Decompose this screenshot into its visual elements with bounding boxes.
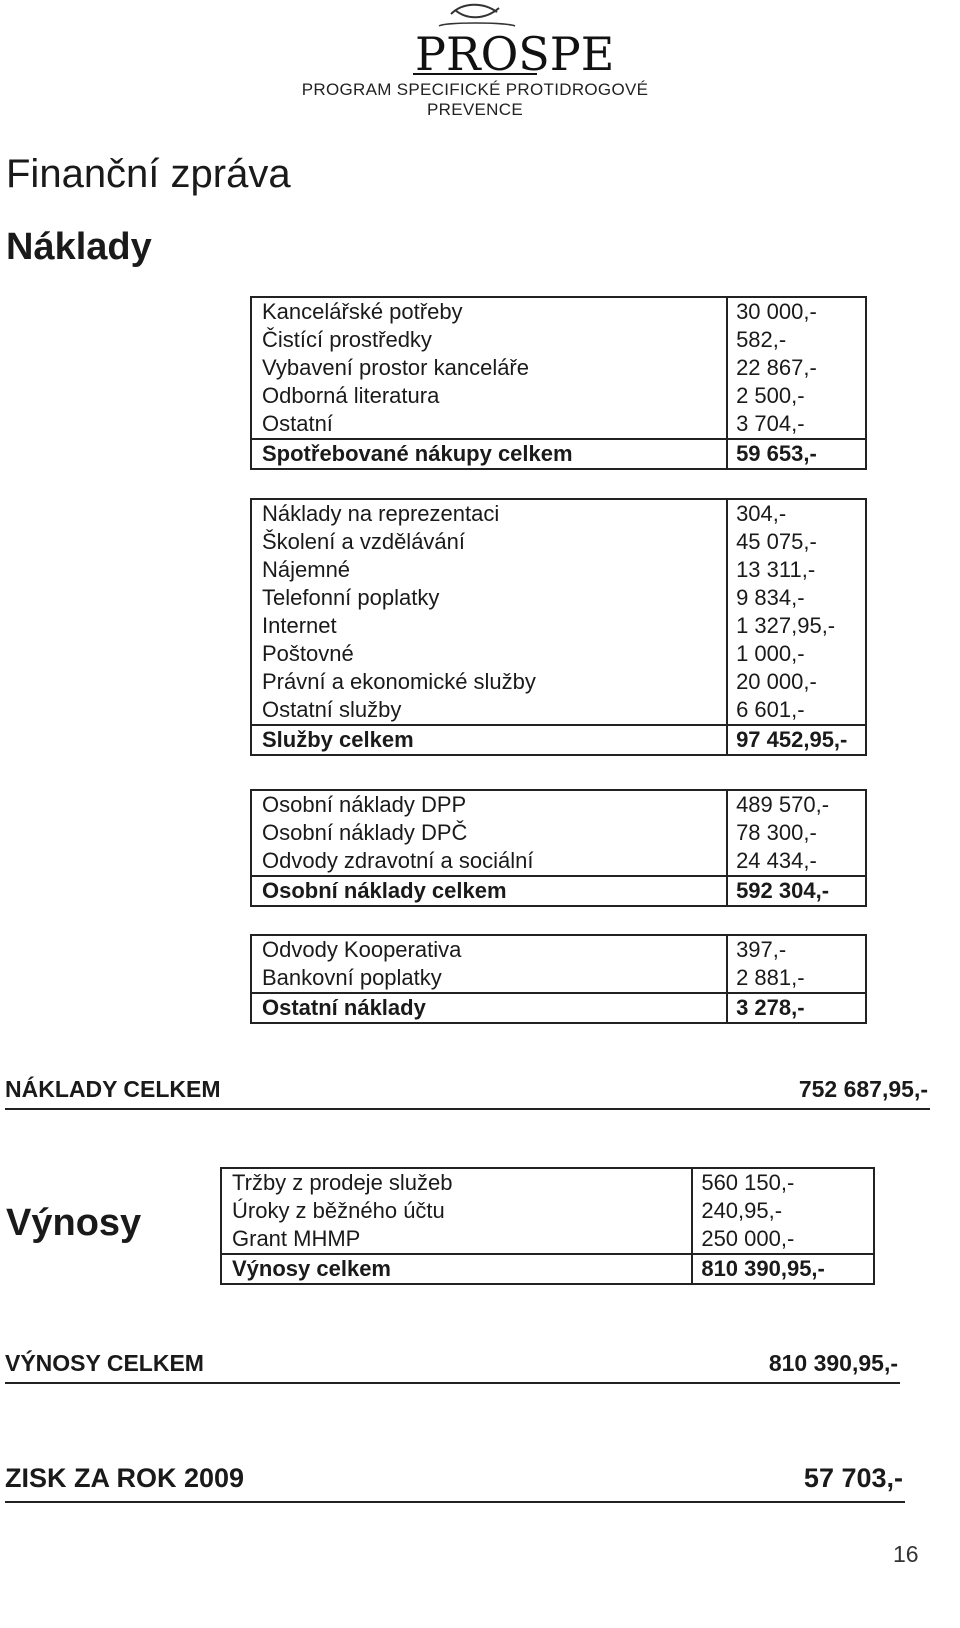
row-value: 45 075,- — [727, 528, 866, 556]
table-row — [251, 556, 866, 584]
table-row — [251, 354, 866, 382]
logo-text: PROSPE — [415, 27, 615, 81]
row-label: Úroky z běžného účtu — [232, 1198, 445, 1223]
table-row — [251, 668, 866, 696]
total-label: Ostatní náklady — [251, 993, 727, 1023]
total-label: Spotřebované nákupy celkem — [251, 439, 727, 469]
total-label: Osobní náklady celkem — [251, 876, 727, 906]
row-label: Odvody Kooperativa — [262, 937, 462, 962]
row-label: Čistící prostředky — [262, 327, 432, 352]
table-row — [251, 410, 866, 439]
total-value: 3 278,- — [727, 993, 866, 1023]
grand-total-label: VÝNOSY CELKEM — [5, 1350, 204, 1376]
row-value: 22 867,- — [727, 354, 866, 382]
row-value: 397,- — [727, 935, 866, 964]
table-row — [251, 640, 866, 668]
row-label: Kancelářské potřeby — [262, 299, 463, 324]
total-value: 810 390,95,- — [692, 1254, 874, 1284]
row-value: 304,- — [727, 499, 866, 528]
total-label: Výnosy celkem — [221, 1254, 692, 1284]
row-value: 2 881,- — [727, 964, 866, 993]
row-label: Bankovní poplatky — [262, 965, 442, 990]
row-label: Nájemné — [262, 557, 351, 582]
row-value: 250 000,- — [692, 1225, 874, 1254]
grand-total-value: 810 390,95,- — [768, 1350, 898, 1376]
row-value: 78 300,- — [727, 819, 866, 847]
costs-table-personnel — [250, 789, 867, 907]
row-label: Tržby z prodeje služeb — [232, 1170, 453, 1195]
row-label: Odvody zdravotní a sociální — [262, 848, 534, 873]
row-value: 582,- — [727, 326, 866, 354]
row-value: 9 834,- — [727, 584, 866, 612]
row-label: Ostatní — [262, 411, 333, 436]
table-total-row — [251, 876, 866, 906]
table-total-row — [251, 439, 866, 469]
row-label: Školení a vzdělávání — [262, 529, 466, 554]
row-label: Ostatní služby — [262, 697, 402, 722]
grand-total-value: 752 687,95,- — [798, 1076, 928, 1102]
row-value: 1 000,- — [727, 640, 866, 668]
row-value: 560 150,- — [692, 1168, 874, 1197]
table-row — [251, 790, 866, 819]
table-row — [251, 382, 866, 410]
row-label: Náklady na reprezentaci — [262, 501, 500, 526]
revenues-table — [220, 1167, 875, 1285]
row-value: 20 000,- — [727, 668, 866, 696]
table-row — [251, 696, 866, 725]
row-label: Internet — [262, 613, 337, 638]
total-value: 59 653,- — [727, 439, 866, 469]
row-value: 489 570,- — [727, 790, 866, 819]
row-value: 240,95,- — [692, 1197, 874, 1225]
table-row — [221, 1225, 874, 1254]
table-row — [221, 1197, 874, 1225]
costs-table-services — [250, 498, 867, 756]
table-row — [251, 326, 866, 354]
table-row — [251, 935, 866, 964]
table-row — [251, 964, 866, 993]
costs-table-other — [250, 934, 867, 1024]
total-value: 592 304,- — [727, 876, 866, 906]
table-row — [251, 528, 866, 556]
logo-subtitle: PROGRAM SPECIFICKÉ PROTIDROGOVÉ PREVENCE — [301, 80, 649, 119]
row-label: Poštovné — [262, 641, 354, 666]
row-label: Grant MHMP — [232, 1226, 361, 1251]
revenues-grand-total — [5, 1350, 900, 1384]
table-row — [251, 499, 866, 528]
profit-value: 57 703,- — [803, 1463, 903, 1493]
row-label: Vybavení prostor kanceláře — [262, 355, 529, 380]
row-value: 13 311,- — [727, 556, 866, 584]
row-label: Osobní náklady DPP — [262, 792, 467, 817]
table-row — [251, 847, 866, 876]
row-label: Osobní náklady DPČ — [262, 820, 468, 845]
row-value: 2 500,- — [727, 382, 866, 410]
row-label: Telefonní poplatky — [262, 585, 440, 610]
costs-heading: Náklady — [6, 226, 152, 268]
row-value: 1 327,95,- — [727, 612, 866, 640]
profit-label: ZISK ZA ROK 2009 — [5, 1463, 245, 1493]
table-row — [251, 297, 866, 326]
table-total-row — [251, 993, 866, 1023]
total-value: 97 452,95,- — [727, 725, 866, 755]
grand-total-label: NÁKLADY CELKEM — [5, 1076, 221, 1102]
costs-grand-total — [5, 1076, 930, 1110]
costs-table-purchases — [250, 296, 867, 470]
table-row — [251, 612, 866, 640]
prospe-logo-icon — [405, 0, 615, 81]
row-value: 3 704,- — [727, 410, 866, 439]
table-row — [251, 819, 866, 847]
revenues-heading: Výnosy — [6, 1202, 142, 1244]
row-label: Odborná literatura — [262, 383, 440, 408]
page-title: Finanční zpráva — [6, 152, 291, 196]
row-value: 24 434,- — [727, 847, 866, 876]
table-total-row — [251, 725, 866, 755]
profit-total — [5, 1463, 905, 1503]
table-row — [221, 1168, 874, 1197]
table-total-row — [221, 1254, 874, 1284]
row-value: 30 000,- — [727, 297, 866, 326]
header-logo — [255, 0, 695, 119]
table-row — [251, 584, 866, 612]
row-value: 6 601,- — [727, 696, 866, 725]
page-number: 16 — [893, 1541, 919, 1567]
total-label: Služby celkem — [251, 725, 727, 755]
row-label: Právní a ekonomické služby — [262, 669, 536, 694]
